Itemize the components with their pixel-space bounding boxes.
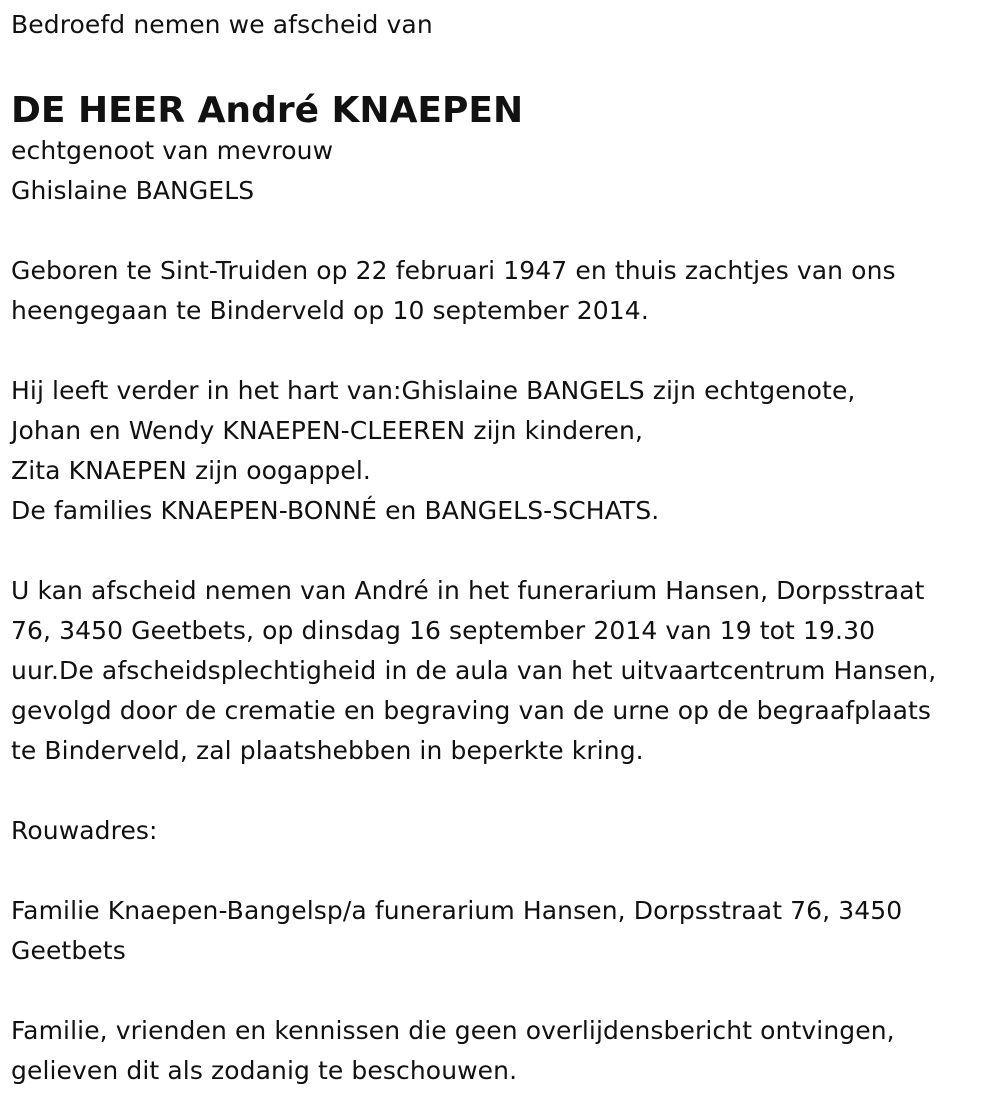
- closing-line: gelieven dit als zodanig te beschouwen.: [11, 1056, 518, 1085]
- mourning-address-label: Rouwadres:: [11, 816, 158, 845]
- intro-text: Bedroefd nemen we afscheid van: [11, 10, 433, 39]
- address-line: Geetbets: [11, 936, 126, 965]
- closing-line: Familie, vrienden en kennissen die geen overlijdensbericht ontvingen,: [11, 1016, 895, 1045]
- obituary-notice: [11, 0, 996, 1091]
- address-line: Familie Knaepen-Bangelsp/a funerarium Hansen, Dorpsstraat 76, 3450: [11, 896, 903, 925]
- farewell-section: [11, 571, 996, 771]
- farewell-line: 76, 3450 Geetbets, op dinsdag 16 september 2014 van 19 tot 19.30: [11, 616, 876, 645]
- family-line: Hij leeft verder in het hart van:Ghislaine BANGELS zijn echtgenote,: [11, 376, 856, 405]
- birth-line: Geboren te Sint-Truiden op 22 februari 1947 en thuis zachtjes van ons: [11, 256, 896, 285]
- farewell-line: uur.De afscheidsplechtigheid in de aula van het uitvaartcentrum Hansen,: [11, 656, 937, 685]
- family-line: Zita KNAEPEN zijn oogappel.: [11, 456, 371, 485]
- deceased-name: DE HEER André KNAEPEN: [11, 90, 524, 131]
- spouse-line: echtgenoot van mevrouw: [11, 136, 334, 165]
- spouse-line: Ghislaine BANGELS: [11, 176, 255, 205]
- mourning-address-section: [11, 811, 996, 851]
- farewell-line: U kan afscheid nemen van André in het funerarium Hansen, Dorpsstraat: [11, 576, 925, 605]
- farewell-line: gevolgd door de crematie en begraving van de urne op de begraafplaats: [11, 696, 932, 725]
- address-section: [11, 891, 996, 971]
- birth-section: [11, 251, 996, 331]
- spouse-section: [11, 131, 996, 211]
- family-line: Johan en Wendy KNAEPEN-CLEEREN zijn kinderen,: [11, 416, 643, 445]
- closing-section: [11, 1011, 996, 1091]
- farewell-line: te Binderveld, zal plaatshebben in beperkte kring.: [11, 736, 644, 765]
- family-line: De families KNAEPEN-BONNÉ en BANGELS-SCHATS.: [11, 496, 660, 525]
- family-section: [11, 371, 996, 531]
- birth-line: heengegaan te Binderveld op 10 september 2014.: [11, 296, 649, 325]
